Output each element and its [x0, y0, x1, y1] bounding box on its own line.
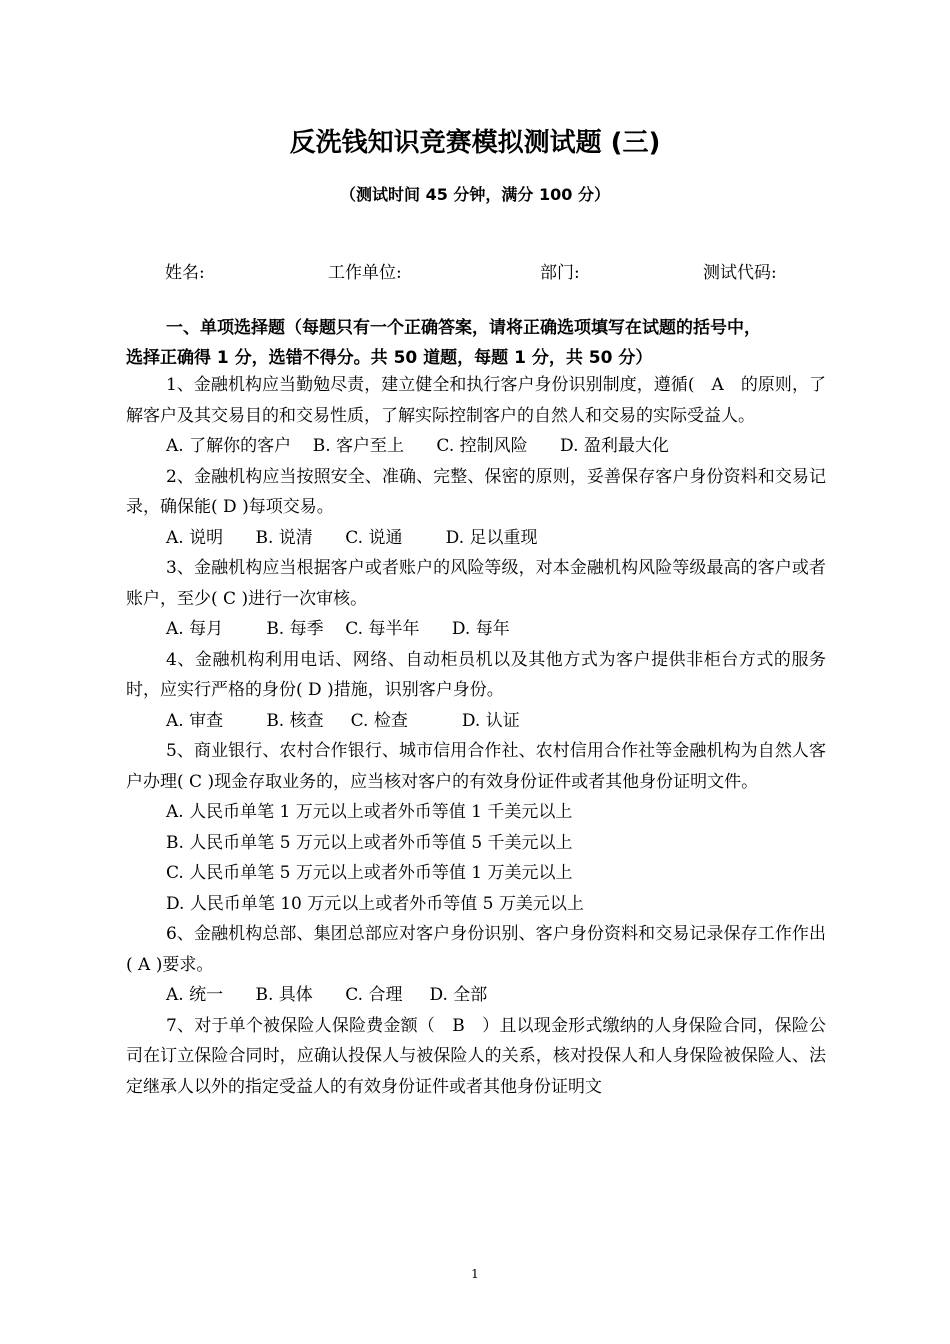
question-5-option-c: C. 人民币单笔 5 万元以上或者外币等值 1 万美元以上 — [166, 863, 573, 883]
code-field-label: 测试代码: — [703, 263, 777, 283]
question-list — [126, 370, 826, 1102]
question-5-stem: 5、商业银行、农村合作银行、城市信用合作社、农村信用合作社等金融机构为自然人客户办理( C )现金存取业务的，应当核对客户的有效身份证件或者其他身份证明文件。 — [126, 741, 826, 792]
question-5-option-a: A. 人民币单笔 1 万元以上或者外币等值 1 千美元以上 — [166, 802, 573, 822]
question-5-option-b: B. 人民币单笔 5 万元以上或者外币等值 5 千美元以上 — [166, 832, 573, 853]
question-1-stem: 1、金融机构应当勤勉尽责，建立健全和执行客户身份识别制度，遵循( A 的原则，了解客户及其交易目的和交易性质，了解实际控制客户的自然人和交易的实际受益人。 — [126, 375, 826, 426]
question-3-stem: 3、金融机构应当根据客户或者账户的风险等级，对本金融机构风险等级最高的客户或者账户，至少( C )进行一次审核。 — [126, 558, 826, 609]
question-4-stem: 4、金融机构利用电话、网络、自动柜员机以及其他方式为客户提供非柜台方式的服务时，应实行严格的身份( D )措施，识别客户身份。 — [126, 649, 826, 700]
question-2-stem: 2、金融机构应当按照安全、准确、完整、保密的原则，妥善保存客户身份资料和交易记录，确保能( D )每项交易。 — [126, 466, 826, 517]
page-number: 1 — [471, 1267, 479, 1281]
section-heading — [126, 313, 826, 373]
unit-field-label: 工作单位: — [328, 263, 402, 283]
section-heading-line2: 选择正确得 1 分，选错不得分。共 50 道题，每题 1 分，共 50 分） — [126, 348, 653, 368]
question-4-options: A. 审查 B. 核查 C. 检查 D. 认证 — [166, 710, 520, 731]
question-3-options: A. 每月 B. 每季 C. 每半年 D. 每年 — [166, 619, 510, 639]
question-6-options: A. 统一 B. 具体 C. 合理 D. 全部 — [166, 985, 488, 1005]
page-subtitle: （测试时间 45 分钟，满分 100 分） — [340, 185, 610, 204]
question-1-options: A. 了解你的客户 B. 客户至上 C. 控制风险 D. 盈利最大化 — [166, 436, 669, 456]
name-field-label: 姓名: — [165, 263, 205, 283]
page-title: 反洗钱知识竞赛模拟测试题 (三) — [289, 128, 661, 158]
dept-field-label: 部门: — [540, 263, 580, 283]
question-7-stem: 7、对于单个被保险人保险费金额（ B ）且以现金形式缴纳的人身保险合同，保险公司在订立保险合同时，应确认投保人与被保险人的关系，核对投保人和人身保险被保险人、法定继承人以外的指定受益人的有效身份证件或者其他身份证明文 — [126, 1015, 826, 1097]
question-6-stem: 6、金融机构总部、集团总部应对客户身份识别、客户身份资料和交易记录保存工作作出( A )要求。 — [126, 924, 826, 975]
question-5-option-d: D. 人民币单笔 10 万元以上或者外币等值 5 万美元以上 — [166, 893, 584, 914]
question-2-options: A. 说明 B. 说清 C. 说通 D. 足以重现 — [166, 527, 538, 548]
section-heading-line1: 一、单项选择题（每题只有一个正确答案，请将正确选项填写在试题的括号中， — [166, 318, 761, 338]
